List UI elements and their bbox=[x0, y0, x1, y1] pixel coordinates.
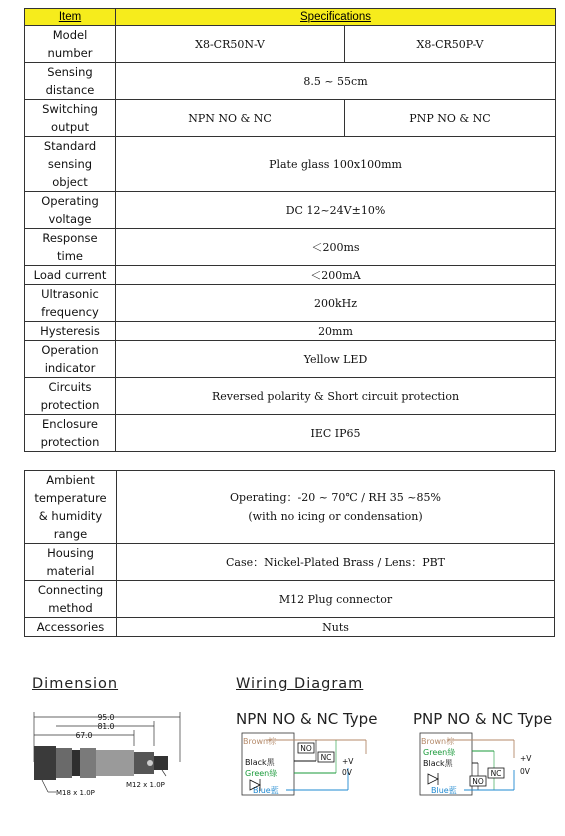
nut-front bbox=[56, 748, 72, 778]
pnp-zero-v-label: 0V bbox=[520, 767, 530, 776]
pnp-type-title: PNP NO & NC Type bbox=[413, 710, 553, 728]
hysteresis-label: Hysteresis bbox=[25, 322, 116, 341]
row-connecting-method bbox=[25, 581, 555, 618]
svg-text:NC: NC bbox=[490, 769, 502, 778]
npn-wiring-diagram bbox=[236, 728, 386, 800]
housing-material-value: Case：Nickel-Plated Brass / Lens：PBT bbox=[117, 544, 555, 581]
sensor-head bbox=[34, 746, 56, 780]
pnp-plus-v-label: +V bbox=[520, 754, 532, 763]
npn-blue-label: Blue藍 bbox=[253, 786, 279, 795]
connecting-method-label: Connecting method bbox=[25, 581, 117, 618]
pnp-blue-label: Blue藍 bbox=[431, 786, 457, 795]
svg-text:NO: NO bbox=[472, 777, 484, 786]
enclosure-protection-label: Enclosure protection bbox=[25, 415, 116, 452]
accessories-value: Nuts bbox=[117, 618, 555, 637]
accessories-label: Accessories bbox=[25, 618, 117, 637]
sensing-distance-label: Sensing distance bbox=[25, 63, 116, 100]
header-item: Item bbox=[25, 9, 116, 26]
response-time-label: Response time bbox=[25, 229, 116, 266]
model-number-label: Model number bbox=[25, 26, 116, 63]
sensing-distance-value: 8.5 ~ 55cm bbox=[116, 63, 556, 100]
thread-label: M18 x 1.0P bbox=[56, 789, 95, 797]
switching-output-label: Switching output bbox=[25, 100, 116, 137]
circuits-protection-label: Circuits protection bbox=[25, 378, 116, 415]
sensing-object-value: Plate glass 100x100mm bbox=[116, 137, 556, 192]
row-load-current bbox=[25, 266, 556, 285]
row-sensing-object bbox=[25, 137, 556, 192]
environment-table bbox=[24, 470, 555, 637]
housing-material-label: Housing material bbox=[25, 544, 117, 581]
pnp-black-label: Black黑 bbox=[423, 759, 453, 768]
pnp-green-label: Green綠 bbox=[423, 748, 456, 757]
row-ultrasonic-frequency bbox=[25, 285, 556, 322]
row-ambient-range bbox=[25, 471, 555, 544]
dim-67-label: 67.0 bbox=[75, 731, 93, 740]
spec-table bbox=[24, 8, 556, 452]
npn-type-title: NPN NO & NC Type bbox=[236, 710, 378, 728]
nut-rear bbox=[80, 748, 96, 778]
pnp-brown-label: Brown棕 bbox=[421, 737, 455, 746]
row-enclosure-protection bbox=[25, 415, 556, 452]
row-sensing-distance bbox=[25, 63, 556, 100]
row-circuits-protection bbox=[25, 378, 556, 415]
ambient-range-label: Ambient temperature & humidity range bbox=[25, 471, 117, 544]
switching-npn: NPN NO & NC bbox=[116, 100, 345, 137]
row-accessories bbox=[25, 618, 555, 637]
pnp-wiring-diagram bbox=[414, 728, 564, 800]
row-operation-indicator bbox=[25, 341, 556, 378]
npn-plus-v-label: +V bbox=[342, 757, 354, 766]
model-npn: X8-CR50N-V bbox=[116, 26, 345, 63]
npn-black-label: Black黑 bbox=[245, 758, 275, 767]
load-current-value: ＜200mA bbox=[116, 266, 556, 285]
dimension-drawing bbox=[26, 706, 196, 798]
svg-text:NC: NC bbox=[320, 753, 332, 762]
wiring-diagram-title: Wiring Diagram bbox=[236, 676, 364, 692]
pnp-diode-icon bbox=[428, 773, 438, 785]
sensing-object-label: Standard sensing object bbox=[25, 137, 116, 192]
row-response-time bbox=[25, 229, 556, 266]
row-operating-voltage bbox=[25, 192, 556, 229]
npn-zero-v-label: 0V bbox=[342, 768, 352, 777]
row-model-number bbox=[25, 26, 556, 63]
operating-voltage-label: Operating voltage bbox=[25, 192, 116, 229]
sensor-body bbox=[96, 750, 134, 776]
dim-95-label: 95.0 bbox=[97, 713, 115, 722]
hysteresis-value: 20mm bbox=[116, 322, 556, 341]
row-housing-material bbox=[25, 544, 555, 581]
header-specifications: Specifications bbox=[116, 9, 556, 26]
operation-indicator-label: Operation indicator bbox=[25, 341, 116, 378]
response-time-value: ＜200ms bbox=[116, 229, 556, 266]
circuits-protection-value: Reversed polarity & Short circuit protection bbox=[116, 378, 556, 415]
model-pnp: X8-CR50P-V bbox=[345, 26, 556, 63]
m12-connector bbox=[154, 756, 168, 770]
load-current-label: Load current bbox=[25, 266, 116, 285]
dim-81-label: 81.0 bbox=[97, 722, 115, 731]
npn-brown-label: Brown棕 bbox=[243, 737, 277, 746]
connecting-method-value: M12 Plug connector bbox=[117, 581, 555, 618]
row-hysteresis bbox=[25, 322, 556, 341]
row-switching-output bbox=[25, 100, 556, 137]
spec-header-row bbox=[25, 9, 556, 26]
ultrasonic-frequency-value: 200kHz bbox=[116, 285, 556, 322]
operating-voltage-value: DC 12~24V±10% bbox=[116, 192, 556, 229]
ultrasonic-frequency-label: Ultrasonic frequency bbox=[25, 285, 116, 322]
npn-green-label: Green綠 bbox=[245, 769, 278, 778]
ambient-range-value: Operating：-20 ~ 70℃ / RH 35 ~85% (with no icing or condensation) bbox=[117, 471, 555, 544]
switching-pnp: PNP NO & NC bbox=[345, 100, 556, 137]
connector-thread-label: M12 x 1.0P bbox=[126, 781, 165, 789]
dimension-title: Dimension bbox=[32, 676, 119, 692]
svg-text:NO: NO bbox=[300, 744, 312, 753]
enclosure-protection-value: IEC IP65 bbox=[116, 415, 556, 452]
operation-indicator-value: Yellow LED bbox=[116, 341, 556, 378]
